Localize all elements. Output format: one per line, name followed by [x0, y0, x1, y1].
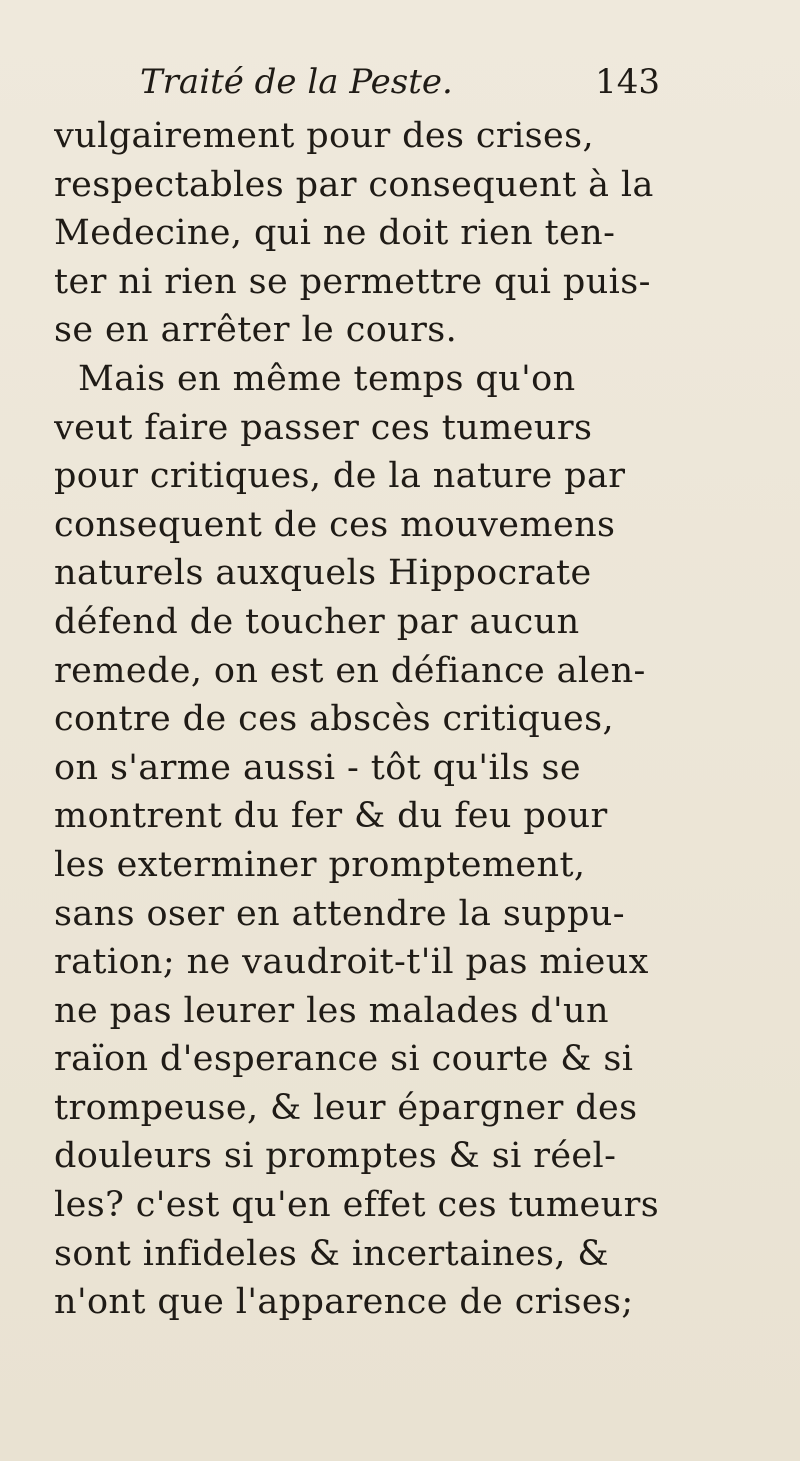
- page-number: 143: [595, 62, 660, 102]
- text-line: Mais en même temps qu'on: [78, 358, 576, 399]
- text-line: les exterminer promptement,: [54, 844, 586, 885]
- text-line: sont infideles & incertaines, &: [54, 1233, 609, 1274]
- text-line: naturels auxquels Hippocrate: [54, 553, 592, 594]
- text-line: on s'arme aussi - tôt qu'ils se: [54, 747, 581, 788]
- text-line: pour critiques, de la nature par: [54, 456, 626, 497]
- text-line: consequent de ces mouvemens: [54, 504, 616, 545]
- text-line: vulgairement pour des crises,: [54, 116, 595, 156]
- text-line: douleurs si promptes & si réel-: [54, 1136, 617, 1177]
- text-line: contre de ces abscès critiques,: [54, 699, 615, 740]
- text-line: ter ni rien se permettre qui puis-: [54, 261, 651, 302]
- body-text: [54, 112, 770, 1327]
- text-line: Medecine, qui ne doit rien ten-: [54, 213, 616, 254]
- text-line: ne pas leurer les malades d'un: [54, 990, 609, 1031]
- page-header: [140, 62, 660, 106]
- text-line: raïon d'esperance si courte & si: [54, 1039, 634, 1080]
- text-line: trompeuse, & leur épargner des: [54, 1087, 638, 1128]
- text-line: respectables par consequent à la: [54, 164, 654, 205]
- text-line: les? c'est qu'en effet ces tumeurs: [54, 1185, 660, 1226]
- text-line: ration; ne vaudroit-t'il pas mieux: [54, 942, 649, 983]
- text-line: montrent du fer & du feu pour: [54, 796, 608, 837]
- running-title: Traité de la Peste.: [140, 62, 453, 102]
- text-line: remede, on est en défiance alen-: [54, 650, 646, 691]
- text-line: n'ont que l'apparence de crises;: [54, 1282, 634, 1323]
- text-line: sans oser en attendre la suppu-: [54, 893, 625, 934]
- text-line: veut faire passer ces tumeurs: [54, 407, 593, 448]
- text-line: se en arrêter le cours.: [54, 310, 458, 351]
- text-line: défend de toucher par aucun: [54, 601, 580, 642]
